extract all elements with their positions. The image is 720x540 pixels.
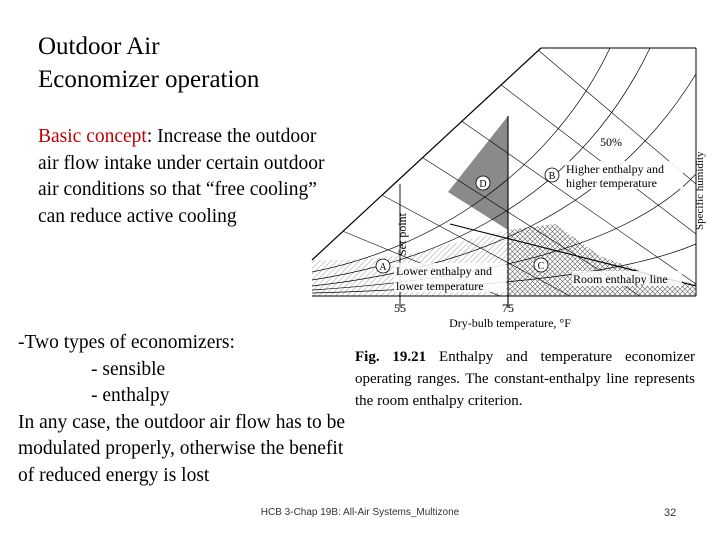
- region-a-line-1: Lower enthalpy and: [396, 264, 492, 278]
- rh-label: 50%: [600, 135, 622, 149]
- slide-title: [38, 30, 259, 96]
- types-item-sensible: - sensible: [91, 358, 166, 380]
- caption-ref: Fig. 19.21: [355, 349, 427, 365]
- y-axis-label: Specific humidity: [694, 151, 706, 230]
- psychrometric-chart: [310, 44, 710, 336]
- tick-55: 55: [394, 301, 406, 315]
- economizer-types: [18, 330, 353, 489]
- region-d-fill: [448, 116, 508, 230]
- title-line-1: Outdoor Air: [38, 33, 160, 60]
- x-axis-label: Dry-bulb temperature, °F: [449, 316, 571, 330]
- region-b-marker: B: [548, 171, 556, 182]
- figure-caption: [355, 346, 695, 412]
- region-b-line-2: higher temperature: [566, 176, 657, 190]
- tick-75: 75: [502, 301, 514, 315]
- region-b-line-1: Higher enthalpy and: [566, 162, 664, 176]
- slide-footer: HCB 3-Chap 19B: All-Air Systems_Multizone: [260, 507, 460, 518]
- region-c-marker: C: [537, 261, 545, 272]
- basic-concept-text: [38, 124, 328, 230]
- types-heading: -Two types of economizers:: [18, 332, 235, 353]
- region-a-marker: A: [379, 262, 387, 273]
- setpoint-label: Set point: [395, 212, 409, 256]
- basic-concept-label: Basic concept: [38, 126, 147, 147]
- region-d-marker: D: [479, 179, 487, 190]
- types-note: In any case, the outdoor air flow has to be modulated properly, otherwise the benefit of reduced energy is lost: [18, 411, 346, 486]
- room-enthalpy-label: Room enthalpy line: [573, 272, 668, 286]
- types-item-enthalpy: - enthalpy: [91, 385, 170, 406]
- basic-concept-body: : Increase the outdoor air flow intake under certain outdoor air conditions so that “free cooling” can reduce active cooling: [38, 126, 325, 227]
- title-line-2: Economizer operation: [38, 66, 260, 93]
- caption-text: Enthalpy and temperature economizer operating ranges. The constant-enthalpy line represents the room enthalpy criterion.: [355, 349, 695, 409]
- region-a-line-2: lower temperature: [396, 279, 484, 293]
- page-number: 32: [664, 507, 677, 519]
